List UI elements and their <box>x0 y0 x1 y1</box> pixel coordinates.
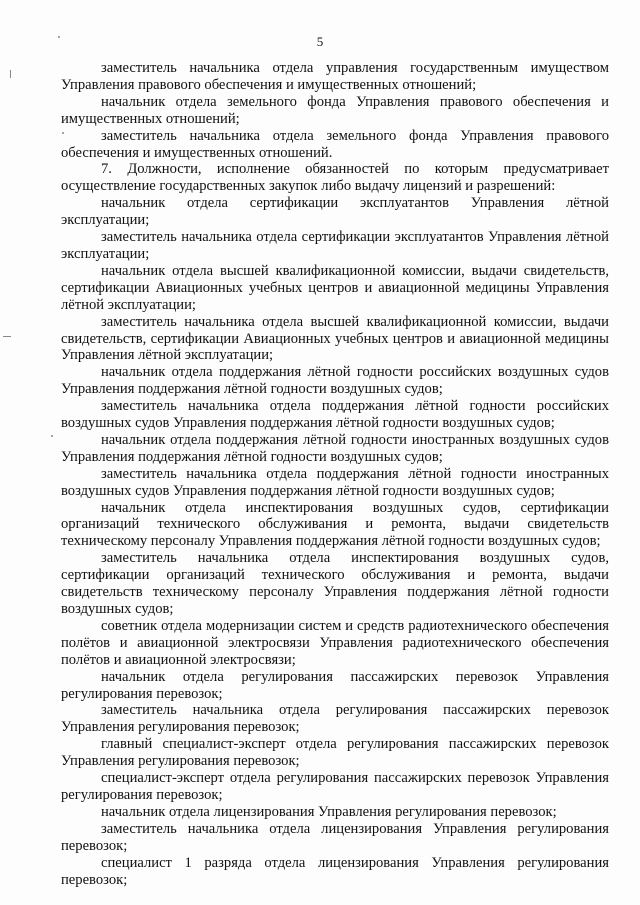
paragraph: начальник отдела инспектирования воздушных судов, сертификации организаций технического обслуживания и ремонта, выдачи свидетельств техническому персоналу Управления поддержания лётной годности воздушных судов; <box>61 499 609 550</box>
paragraph: заместитель начальника отдела высшей квалификационной комиссии, выдачи свидетельств, сертификации Авиационных учебных центров и авиационной медицины Управления лётной эксплуатации; <box>61 313 609 364</box>
document-body <box>61 60 609 888</box>
paragraph: заместитель начальника отдела регулирования пассажирских перевозок Управления регулирования перевозок; <box>61 702 609 736</box>
paragraph: заместитель начальника отдела поддержания лётной годности российских воздушных судов Управления поддержания лётной годности воздушных судов; <box>61 398 609 432</box>
paragraph: начальник отдела сертификации эксплуатантов Управления лётной эксплуатации; <box>61 195 609 229</box>
paragraph: заместитель начальника отдела земельного фонда Управления правового обеспечения и имущественных отношений. <box>61 127 609 161</box>
paragraph: советник отдела модернизации систем и средств радиотехнического обеспечения полётов и авиационной электросвязи Управления радиотехнического обеспечения полётов и авиационной электросвязи; <box>61 617 609 668</box>
paragraph: начальник отдела регулирования пассажирских перевозок Управления регулирования перевозок; <box>61 668 609 702</box>
paragraph: главный специалист-эксперт отдела регулирования пассажирских перевозок Управления регулирования перевозок; <box>61 736 609 770</box>
paragraph: заместитель начальника отдела поддержания лётной годности иностранных воздушных судов Управления поддержания лётной годности воздушных судов; <box>61 465 609 499</box>
scan-speck <box>3 336 11 337</box>
paragraph: начальник отдела земельного фонда Управления правового обеспечения и имущественных отношений; <box>61 93 609 127</box>
paragraph: специалист 1 разряда отдела лицензирования Управления регулирования перевозок; <box>61 854 609 888</box>
paragraph: заместитель начальника отдела сертификации эксплуатантов Управления лётной эксплуатации; <box>61 229 609 262</box>
paragraph: 7. Должности, исполнение обязанностей по которым предусматривает осуществление государственных закупок либо выдачу лицензий и разрешений: <box>61 161 609 195</box>
paragraph: специалист-эксперт отдела регулирования пассажирских перевозок Управления регулирования перевозок; <box>61 770 609 803</box>
scan-speck <box>58 36 60 38</box>
paragraph: заместитель начальника отдела лицензирования Управления регулирования перевозок; <box>61 820 609 854</box>
paragraph: начальник отдела лицензирования Управления регулирования перевозок; <box>101 803 557 820</box>
paragraph: заместитель начальника отдела управления государственным имуществом Управления правового обеспечения и имущественных отношений; <box>61 60 609 93</box>
scan-speck <box>10 70 11 78</box>
paragraph: начальник отдела высшей квалификационной комиссии, выдачи свидетельств, сертификации Авиационных учебных центров и авиационной медицины Управления лётной эксплуатации; <box>61 262 609 313</box>
paragraph: заместитель начальника отдела инспектирования воздушных судов, сертификации организаций технического обслуживания и ремонта, выдачи свидетельств техническому персоналу Управления поддержания лётной годности воздушных судов; <box>61 550 609 617</box>
paragraph: начальник отдела поддержания лётной годности иностранных воздушных судов Управления поддержания лётной годности воздушных судов; <box>61 431 609 465</box>
paragraph: начальник отдела поддержания лётной годности российских воздушных судов Управления поддержания лётной годности воздушных судов; <box>61 364 609 398</box>
scan-speck <box>62 132 64 134</box>
scan-speck <box>51 435 53 437</box>
page-number: 5 <box>316 34 324 49</box>
